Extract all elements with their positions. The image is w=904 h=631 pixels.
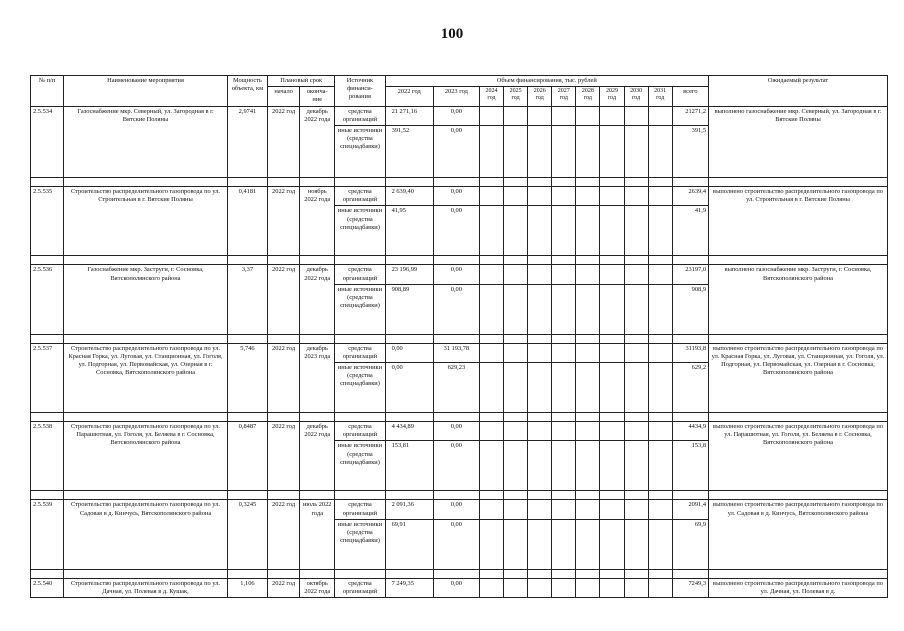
row-num: 2.5.536 [31, 265, 64, 334]
cell-2022: 0,00 [385, 363, 433, 413]
header-result: Ожидаемый результат [709, 76, 888, 107]
row-name: Строительство распределительного газопровода по ул. Строительная в г. Вятские Поляны [64, 186, 228, 255]
page-number: 100 [440, 26, 464, 42]
cell-2022: 153,81 [385, 441, 433, 491]
row-name: Строительство распределительного газопровода по ул. Дачная, ул. Полевая в д. Кушак, [64, 578, 228, 597]
cell-2023: 0,00 [433, 519, 479, 569]
row-result: выполнено строительство распределительного газопровода по ул. Садовая в д. Кинчусь, Вятскополянского района [709, 500, 888, 569]
row-start: 2022 год [268, 265, 300, 334]
row-power: 0,8487 [227, 422, 267, 491]
cell-total: 4434,9 [672, 422, 708, 441]
row-end: декабрь 2023 года [300, 343, 335, 412]
cell-2022: 908,89 [385, 284, 433, 334]
row-result: выполнено строительство распределительного газопровода по ул. Дачная, ул. Полевая в д. [709, 578, 888, 597]
table-row [31, 106, 888, 125]
cell-2023: 0,00 [433, 206, 479, 256]
financing-table [30, 75, 888, 598]
row-start: 2022 год [268, 106, 300, 177]
header-year: 2027 год [552, 87, 576, 106]
header-start: начало [268, 87, 300, 106]
cell-total: 41,9 [672, 206, 708, 256]
cell-2023: 31 193,78 [433, 343, 479, 362]
row-power: 1,106 [227, 578, 267, 597]
row-num: 2.5.540 [31, 578, 64, 597]
cell-2022: 23 196,99 [385, 265, 433, 284]
row-start: 2022 год [268, 343, 300, 412]
row-source: иные источники (средства спецнадбавки) [335, 363, 385, 413]
cell-2023: 629,23 [433, 363, 479, 413]
cell-total: 23197,0 [672, 265, 708, 284]
row-result: выполнено строительство распределительного газопровода по ул. Красная Горка, ул. Луговая, ул. Станционная, ул. Гоголя, ул. Подгорная, ул. Первомайская, ул. Озерная в г. Сосновка, Вятскополянского района [709, 343, 888, 412]
row-source: иные источники (средства спецнадбавки) [335, 125, 385, 177]
table-row [31, 265, 888, 284]
row-end: декабрь 2022 года [300, 422, 335, 491]
row-source: средства организаций [335, 500, 385, 519]
row-source: средства организаций [335, 265, 385, 284]
cell-2023: 0,00 [433, 422, 479, 441]
row-power: 0,4181 [227, 186, 267, 255]
cell-2023: 0,00 [433, 284, 479, 334]
cell-total: 69,9 [672, 519, 708, 569]
cell-2023: 0,00 [433, 186, 479, 205]
row-result: выполнено строительство распределительного газопровода по ул. Строительная в г. Вятские Поляны [709, 186, 888, 255]
header-name: Наименование мероприятия [64, 76, 228, 107]
header-source: Источник финанси-рования [335, 76, 385, 107]
row-result: выполнено газоснабжение мкр. Заструги, г. Сосновка, Вятскополянского района [709, 265, 888, 334]
cell-2023: 0,00 [433, 500, 479, 519]
row-num: 2.5.534 [31, 106, 64, 177]
row-name: Строительство распределительного газопровода по ул. Красная Горка, ул. Луговая, ул. Станционная, ул. Гоголя, ул. Подгорная, ул. Первомайская, ул. Озерная в г. Сосновка, Вятскополянского района [64, 343, 228, 412]
cell-total: 2091,4 [672, 500, 708, 519]
row-name: Строительство распределительного газопровода по ул. Садовая в д. Кинчусь, Вятскополянского района [64, 500, 228, 569]
cell-2022: 41,95 [385, 206, 433, 256]
row-end: декабрь 2022 года [300, 106, 335, 177]
cell-2022: 391,52 [385, 125, 433, 177]
row-power: 0,3245 [227, 500, 267, 569]
cell-2023: 0,00 [433, 265, 479, 284]
row-num: 2.5.535 [31, 186, 64, 255]
table-row [31, 578, 888, 597]
cell-total: 31193,8 [672, 343, 708, 362]
cell-2022: 7 249,35 [385, 578, 433, 597]
cell-total: 21271,2 [672, 106, 708, 125]
row-end: июль 2022 года [300, 500, 335, 569]
row-num: 2.5.537 [31, 343, 64, 412]
header-year: 2022 год [385, 87, 433, 106]
table-row [31, 186, 888, 205]
cell-2022: 4 434,89 [385, 422, 433, 441]
row-start: 2022 год [268, 422, 300, 491]
row-end: октябрь 2022 года [300, 578, 335, 597]
row-source: иные источники (средства спецнадбавки) [335, 284, 385, 334]
row-source: иные источники (средства спецнадбавки) [335, 519, 385, 569]
table-row [31, 343, 888, 362]
cell-2022: 2 091,36 [385, 500, 433, 519]
row-source: средства организаций [335, 343, 385, 362]
header-year: 2029 год [600, 87, 624, 106]
table-row [31, 422, 888, 441]
header-power: Мощность объекта, км [227, 76, 267, 107]
cell-total: 7249,3 [672, 578, 708, 597]
row-source: иные источники (средства спецнадбавки) [335, 441, 385, 491]
cell-2023: 0,00 [433, 578, 479, 597]
header-period: Плановый срок [268, 76, 335, 87]
header-year: 2031 год [648, 87, 672, 106]
row-start: 2022 год [268, 500, 300, 569]
row-power: 5,746 [227, 343, 267, 412]
row-source: средства организаций [335, 578, 385, 597]
header-year: 2025 год [504, 87, 528, 106]
cell-2022: 21 271,16 [385, 106, 433, 125]
cell-total: 2639,4 [672, 186, 708, 205]
row-power: 3,37 [227, 265, 267, 334]
row-source: иные источники (средства спецнадбавки) [335, 206, 385, 256]
cell-2022: 2 639,40 [385, 186, 433, 205]
header-year: 2024 год [479, 87, 503, 106]
row-start: 2022 год [268, 578, 300, 597]
header-total: всего [672, 87, 708, 106]
header-year: 2028 год [576, 87, 600, 106]
header-volume: Объем финансирования, тыс. рублей [385, 76, 708, 87]
cell-total: 908,9 [672, 284, 708, 334]
header-year: 2026 год [528, 87, 552, 106]
row-start: 2022 год [268, 186, 300, 255]
row-num: 2.5.539 [31, 500, 64, 569]
row-num: 2.5.538 [31, 422, 64, 491]
cell-2023: 0,00 [433, 125, 479, 177]
header-end: оконча-ние [300, 87, 335, 106]
header-year: 2030 год [624, 87, 648, 106]
table-row [31, 500, 888, 519]
row-end: декабрь 2022 года [300, 265, 335, 334]
cell-2022: 0,00 [385, 343, 433, 362]
row-name: Строительство распределительного газопровода по ул. Парашютная, ул. Гоголя, ул. Беляева в г. Сосновка, Вятскополянского района [64, 422, 228, 491]
header-num: № п/п [31, 76, 64, 107]
cell-total: 629,2 [672, 363, 708, 413]
row-source: средства организаций [335, 422, 385, 441]
row-name: Газоснабжение мкр. Заструги, г. Сосновка, Вятскополянского района [64, 265, 228, 334]
table-body [31, 106, 888, 598]
cell-2022: 69,91 [385, 519, 433, 569]
row-result: выполнено строительство распределительного газопровода по ул. Парашютная, ул. Гоголя, ул. Беляева в г. Сосновка, Вятскополянского района [709, 422, 888, 491]
row-end: ноябрь 2022 года [300, 186, 335, 255]
cell-total: 153,8 [672, 441, 708, 491]
row-source: средства организаций [335, 106, 385, 125]
cell-2023: 0,00 [433, 441, 479, 491]
cell-total: 391,5 [672, 125, 708, 177]
cell-2023: 0,00 [433, 106, 479, 125]
row-source: средства организаций [335, 186, 385, 205]
row-name: Газоснабжение мкр. Северный, ул. Загородная в г. Вятские Поляны [64, 106, 228, 177]
row-result: выполнено газоснабжение мкр. Северный, ул. Загородная в г. Вятские Поляны [709, 106, 888, 177]
row-power: 2,9741 [227, 106, 267, 177]
header-year: 2023 год [433, 87, 479, 106]
